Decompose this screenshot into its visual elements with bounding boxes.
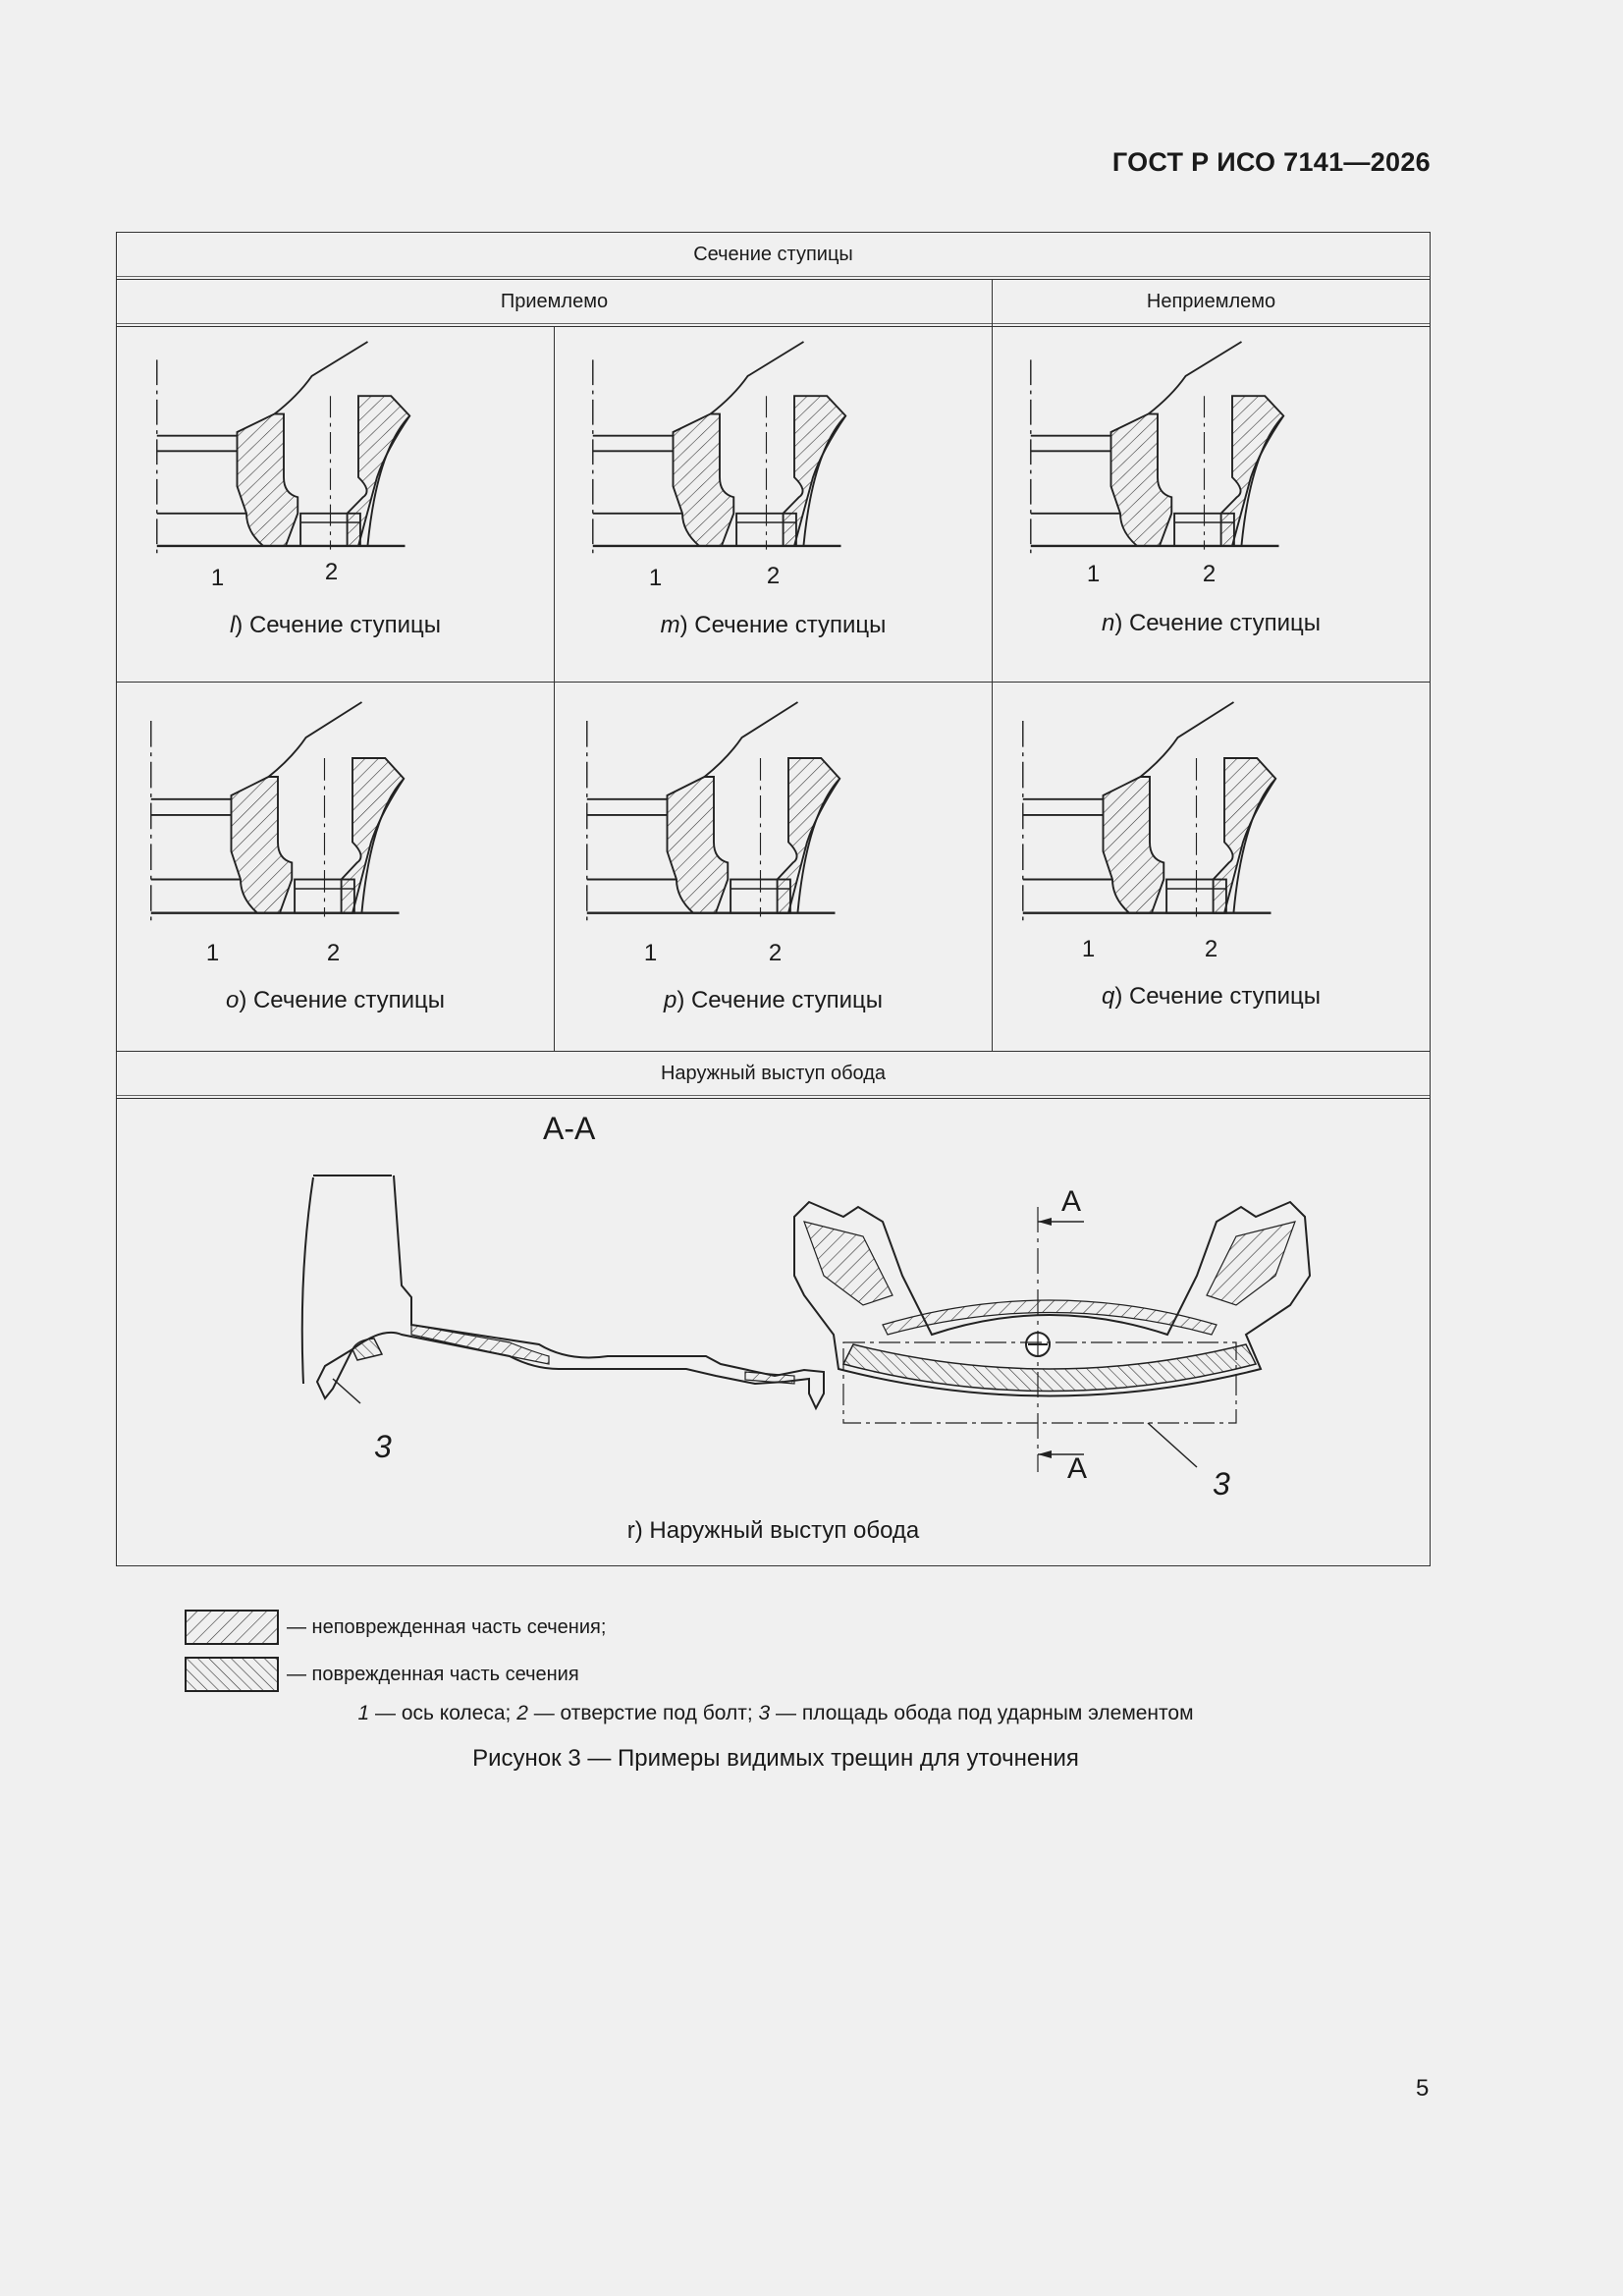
panel-caption: o) Сечение ступицы xyxy=(225,987,446,1013)
acceptable-label: Приемлемо xyxy=(117,280,992,324)
panel-caption: q) Сечение ступицы xyxy=(1101,983,1322,1010)
rim-caption: r) Наружный выступ обода xyxy=(626,1517,920,1544)
bolt-hole-label: 2 xyxy=(1204,936,1218,962)
marker-a-top: А xyxy=(1061,1185,1082,1218)
bolt-hole-label: 2 xyxy=(766,563,781,589)
bolt-hole-label: 2 xyxy=(768,940,783,966)
axis-label: 1 xyxy=(648,565,663,591)
panel-letter: o xyxy=(225,987,240,1013)
bolt-hole-label: 2 xyxy=(326,940,341,966)
acceptable-header xyxy=(117,280,993,327)
axis-label: 1 xyxy=(205,940,220,966)
panel-r xyxy=(117,1099,1431,1566)
undamaged-hatch-icon xyxy=(185,1610,279,1645)
rim-label-3-left: 3 xyxy=(374,1429,392,1464)
panel-m xyxy=(555,327,993,683)
panel-q xyxy=(993,683,1431,1052)
rim-drawing xyxy=(117,1099,1431,1560)
panel-p xyxy=(555,683,993,1052)
figure-notes: 1 — ось колеса; 2 — отверстие под болт; 3 — площадь обода под ударным элементом xyxy=(357,1702,1194,1724)
unacceptable-header xyxy=(993,280,1431,327)
panel-letter: q xyxy=(1101,983,1115,1010)
legend-text: — неповрежденная часть сечения; xyxy=(287,1615,607,1638)
panel-caption: l) Сечение ступицы xyxy=(229,612,442,638)
bolt-hole-label: 2 xyxy=(324,559,339,585)
panel-caption: p) Сечение ступицы xyxy=(663,987,884,1013)
panel-caption: n) Сечение ступицы xyxy=(1101,610,1322,636)
rim-label-3-right: 3 xyxy=(1213,1466,1230,1502)
panel-caption: m) Сечение ступицы xyxy=(660,612,887,638)
legend-text: — поврежденная часть сечения xyxy=(287,1663,579,1685)
panel-letter: n xyxy=(1101,610,1115,636)
panel-letter: l xyxy=(229,612,236,638)
figure-caption: Рисунок 3 — Примеры видимых трещин для уточнения xyxy=(472,1745,1079,1772)
panel-l xyxy=(117,327,555,683)
rim-title: Наружный выступ обода xyxy=(117,1052,1430,1096)
axis-label: 1 xyxy=(1081,936,1096,962)
rim-header xyxy=(117,1052,1431,1099)
panel-n xyxy=(993,327,1431,683)
section-title: Сечение ступицы xyxy=(117,233,1430,277)
panel-letter: p xyxy=(663,987,677,1013)
document-id: ГОСТ Р ИСО 7141—2026 xyxy=(1111,147,1431,177)
section-a-a-label: А-А xyxy=(543,1111,596,1146)
legend-item-damaged xyxy=(185,1651,606,1698)
legend xyxy=(185,1604,606,1698)
figure-table xyxy=(116,232,1431,1566)
axis-label: 1 xyxy=(210,565,225,591)
panel-o xyxy=(117,683,555,1052)
legend-item-undamaged xyxy=(185,1604,606,1651)
unacceptable-label: Неприемлемо xyxy=(993,280,1430,324)
section-header xyxy=(117,233,1431,280)
marker-a-bottom: А xyxy=(1067,1452,1088,1485)
axis-label: 1 xyxy=(643,940,658,966)
panel-letter: m xyxy=(660,612,680,638)
damaged-hatch-icon xyxy=(185,1657,279,1692)
page-number: 5 xyxy=(1416,2075,1430,2102)
axis-label: 1 xyxy=(1086,561,1101,587)
bolt-hole-label: 2 xyxy=(1202,561,1217,587)
